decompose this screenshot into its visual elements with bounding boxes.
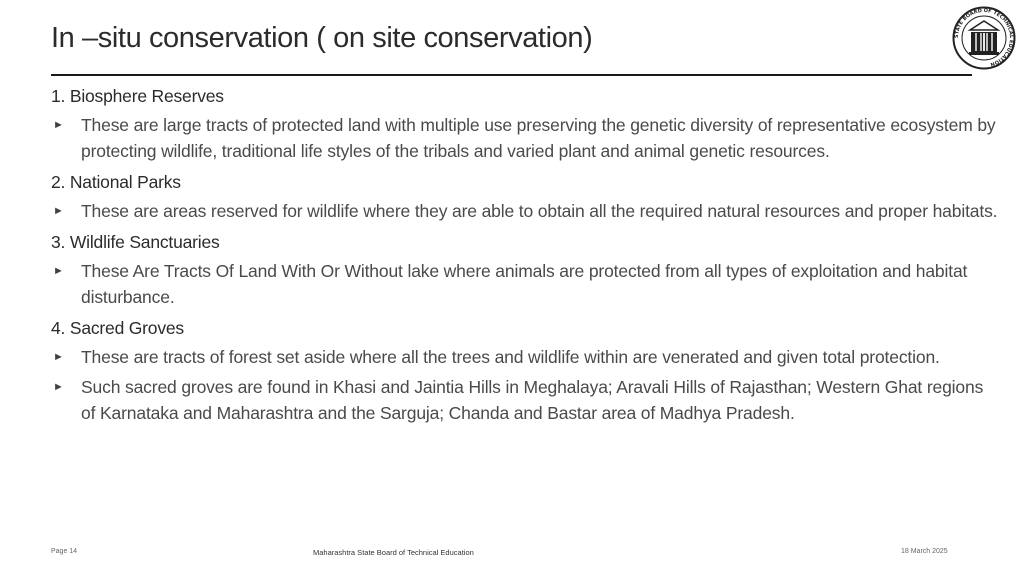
page-number: Page 14 — [51, 548, 78, 555]
footer-organization: Maharashtra State Board of Technical Education — [313, 548, 474, 557]
bullet-text: These are large tracts of protected land with multiple use preserving the genetic diversity of representative ecosystem by protecting wildlife, traditional life styles of the tribals and varied plant and animal genetic resources. — [81, 115, 996, 161]
footer-date: 18 March 2025 — [901, 548, 948, 555]
bullet-text: These are tracts of forest set aside where all the trees and wildlife within are venerated and given total protection. — [81, 347, 940, 367]
section-heading: 4. Sacred Groves — [51, 318, 184, 338]
section-heading: 1. Biosphere Reserves — [51, 86, 224, 106]
bullet-arrow-icon: ► — [53, 351, 64, 363]
list-item — [51, 374, 1001, 426]
bullet-arrow-icon: ► — [53, 265, 64, 277]
section-heading: 3. Wildlife Sanctuaries — [51, 232, 220, 252]
list-item — [51, 198, 1001, 224]
board-logo-icon — [952, 6, 1016, 70]
list-item — [51, 258, 1001, 310]
bullet-arrow-icon: ► — [53, 119, 64, 131]
slide-title: In –situ conservation ( on site conservation) — [51, 22, 593, 54]
list-item — [51, 112, 1001, 164]
title-divider — [51, 74, 972, 76]
bullet-text: Such sacred groves are found in Khasi and Jaintia Hills in Meghalaya; Aravali Hills of Rajasthan; Western Ghat regions of Karnataka and Maharashtra and the Sarguja; Chanda and Bastar area of Madhya Pradesh. — [81, 377, 984, 423]
section-national-parks — [51, 168, 1001, 224]
list-item — [51, 344, 1001, 370]
logo-ring-text: STATE BOARD OF TECHNICAL EDUCATION — [953, 7, 1015, 68]
section-heading: 2. National Parks — [51, 172, 181, 192]
section-biosphere-reserves — [51, 82, 1001, 164]
bullet-text: These are areas reserved for wildlife where they are able to obtain all the required natural resources and proper habitats. — [81, 201, 998, 221]
section-wildlife-sanctuaries — [51, 228, 1001, 310]
section-sacred-groves — [51, 314, 1001, 426]
bullet-text: These Are Tracts Of Land With Or Without lake where animals are protected from all types of exploitation and habitat disturbance. — [81, 261, 968, 307]
bullet-arrow-icon: ► — [53, 205, 64, 217]
slide-body — [51, 82, 1001, 430]
bullet-arrow-icon: ► — [53, 381, 64, 393]
